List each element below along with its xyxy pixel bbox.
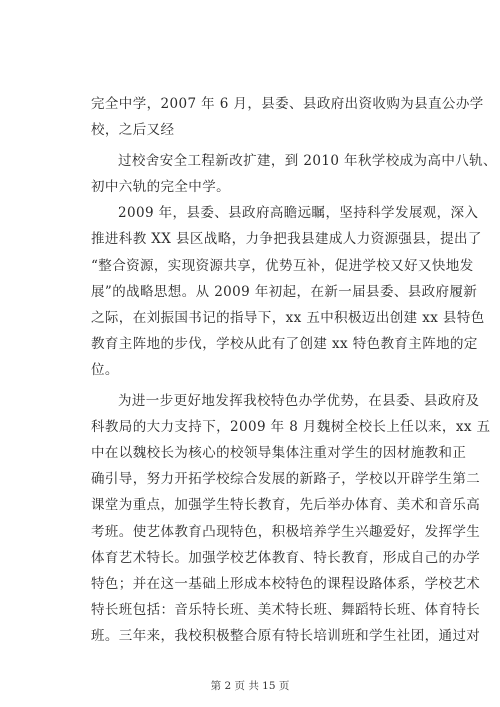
text-line: 确引导，努力开拓学校综合发展的新路子，学校以开辟学生第二 xyxy=(91,471,481,488)
text-line: 校，之后又经 xyxy=(91,122,175,139)
text-line: 教育主阵地的步伐，学校从此有了创建 xx 特色教育主阵地的定 xyxy=(91,335,478,352)
text-line: 考班。使艺体教育凸现特色，积极培养学生兴趣爱好，发挥学生 xyxy=(91,523,481,540)
text-line: 科教局的大力支持下，2009 年 8 月魏树全校长上任以来，xx 五 xyxy=(91,419,491,436)
paragraph-2 xyxy=(91,148,497,200)
text-line: 推进科教 XX 县区战略，力争把我县建成人力资源强县，提出了 xyxy=(91,231,482,248)
text-line: 特长班包括：音乐特长班、美术特长班、舞蹈特长班、体育特长 xyxy=(91,601,481,618)
paragraph-1 xyxy=(91,91,484,143)
text-line: 体育艺术特长。加强学校艺体教育、特长教育，形成自己的办学 xyxy=(91,549,481,566)
text-line: 过校舍安全工程新改扩建，到 2010 年秋学校成为高中八轨、 xyxy=(118,153,497,170)
page-footer: 第 2 页 共 15 页 xyxy=(210,680,290,692)
text-line: 课堂为重点，加强学生特长教育，先后举办体育、美术和音乐高 xyxy=(91,497,481,514)
text-line: 特色；并在这一基础上形成本校特色的课程设路体系，学校艺术 xyxy=(91,575,481,592)
text-line: 位。 xyxy=(91,361,119,378)
paragraph-3 xyxy=(91,200,485,383)
text-line: 中在以魏校长为核心的校领导集体注重对学生的因材施教和正 xyxy=(91,445,467,462)
body-text xyxy=(91,91,497,649)
text-line: 展”的战略思想。从 2009 年初起，在新一届县委、县政府履新 xyxy=(91,283,478,300)
text-line: 初中六轨的完全中学。 xyxy=(91,179,230,196)
text-line: “整合资源，实现资源共享，优势互补，促进学校又好又快地发 xyxy=(91,257,474,274)
text-line: 完全中学，2007 年 6 月，县委、县政府出资收购为县直公办学 xyxy=(91,96,484,112)
paragraph-4 xyxy=(91,388,491,649)
text-line: 班。三年来，我校积极整合原有特长培训班和学生社团，通过对 xyxy=(91,627,481,644)
text-line: 2009 年，县委、县政府高瞻远瞩，坚持科学发展观，深入 xyxy=(118,205,479,222)
text-line: 为进一步更好地发挥我校特色办学优势，在县委、县政府及 xyxy=(118,393,480,410)
text-line: 之际，在刘振国书记的指导下，xx 五中积极迈出创建 xx 县特色 xyxy=(91,309,485,326)
